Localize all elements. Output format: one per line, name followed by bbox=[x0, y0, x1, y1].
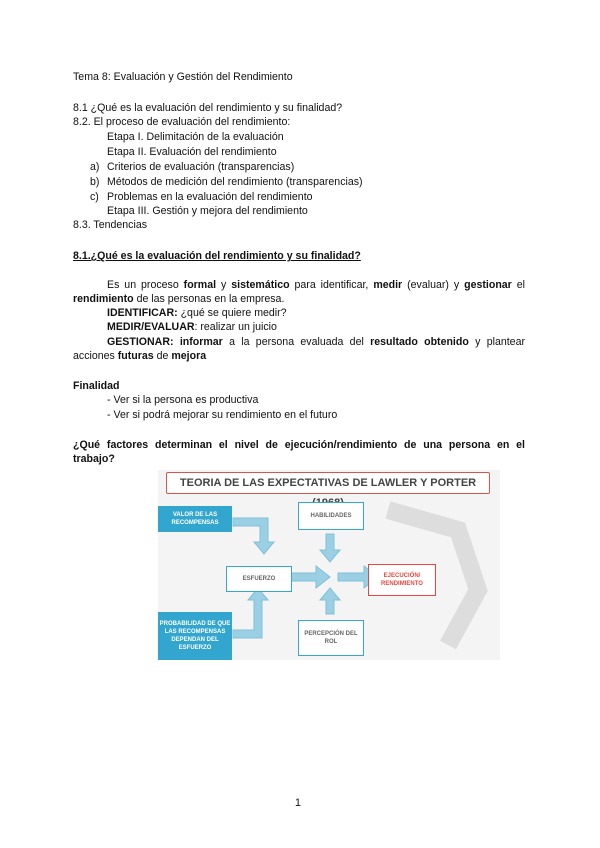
toc-item: Problemas en la evaluación del rendimiento bbox=[107, 191, 313, 203]
toc-marker: a) bbox=[90, 161, 100, 173]
arrow-probabilidad-esfuerzo bbox=[233, 588, 268, 638]
box-esfuerzo: ESFUERZO bbox=[226, 566, 292, 592]
factors-question: ¿Qué factores determinan el nivel de ejecución/rendimiento de una persona en el trabajo? bbox=[73, 439, 525, 465]
arrow-percepcion-up bbox=[320, 588, 340, 614]
figure-banner: TEORIA DE LAS EXPECTATIVAS DE LAWLER Y PORTER bbox=[166, 472, 490, 494]
toc-item: 8.1 ¿Qué es la evaluación del rendimiento y su finalidad? bbox=[73, 102, 343, 114]
definition-paragraph: Es un proceso formal y sistemático para identificar, medir (evaluar) y gestionar el rendimiento de las personas en la empresa. bbox=[73, 279, 526, 305]
document-title: Tema 8: Evaluación y Gestión del Rendimiento bbox=[73, 71, 293, 83]
toc-item: 8.3. Tendencias bbox=[73, 219, 148, 231]
page-number: 1 bbox=[295, 797, 301, 809]
box-percepcion-rol: PERCEPCIÓN DEL ROL bbox=[298, 620, 364, 656]
arrow-habilidades-down bbox=[320, 534, 340, 562]
arrow-valor-esfuerzo bbox=[233, 518, 274, 554]
toc-item: Etapa II. Evaluación del rendimiento bbox=[107, 146, 277, 158]
toc-marker: c) bbox=[90, 191, 99, 203]
toc-item: 8.2. El proceso de evaluación del rendimiento: bbox=[73, 116, 291, 128]
medir-line: MEDIR/EVALUAR: realizar un juicio bbox=[107, 321, 277, 333]
box-valor-recompensas: VALOR DE LAS RECOMPENSAS bbox=[158, 506, 232, 532]
finalidad-heading: Finalidad bbox=[73, 380, 120, 392]
section-heading: 8.1.¿Qué es la evaluación del rendimiento y su finalidad? bbox=[73, 250, 361, 262]
box-habilidades: HABILIDADES bbox=[298, 502, 364, 530]
toc-item: Etapa III. Gestión y mejora del rendimiento bbox=[107, 205, 308, 217]
toc-marker: b) bbox=[90, 176, 100, 188]
toc-item: Criterios de evaluación (transparencias) bbox=[107, 161, 295, 173]
list-item: - Ver si podrá mejorar su rendimiento en el futuro bbox=[107, 409, 338, 421]
expectancy-theory-figure bbox=[158, 470, 500, 660]
toc-item: Etapa I. Delimitación de la evaluación bbox=[107, 131, 284, 143]
gestionar-paragraph: GESTIONAR: informar a la persona evaluada del resultado obtenido y plantear acciones futuras de mejora bbox=[73, 336, 525, 362]
identificar-line: IDENTIFICAR: ¿qué se quiere medir? bbox=[107, 307, 287, 319]
box-ejecucion-rendimiento: EJECUCIÓN/ RENDIMIENTO bbox=[368, 564, 436, 596]
box-probabilidad: PROBABILIDAD DE QUE LAS RECOMPENSAS DEPENDAN DEL ESFUERZO bbox=[158, 612, 232, 660]
arrow-esfuerzo-right bbox=[290, 566, 330, 588]
list-item: - Ver si la persona es productiva bbox=[107, 394, 259, 406]
toc-item: Métodos de medición del rendimiento (transparencias) bbox=[107, 176, 363, 188]
